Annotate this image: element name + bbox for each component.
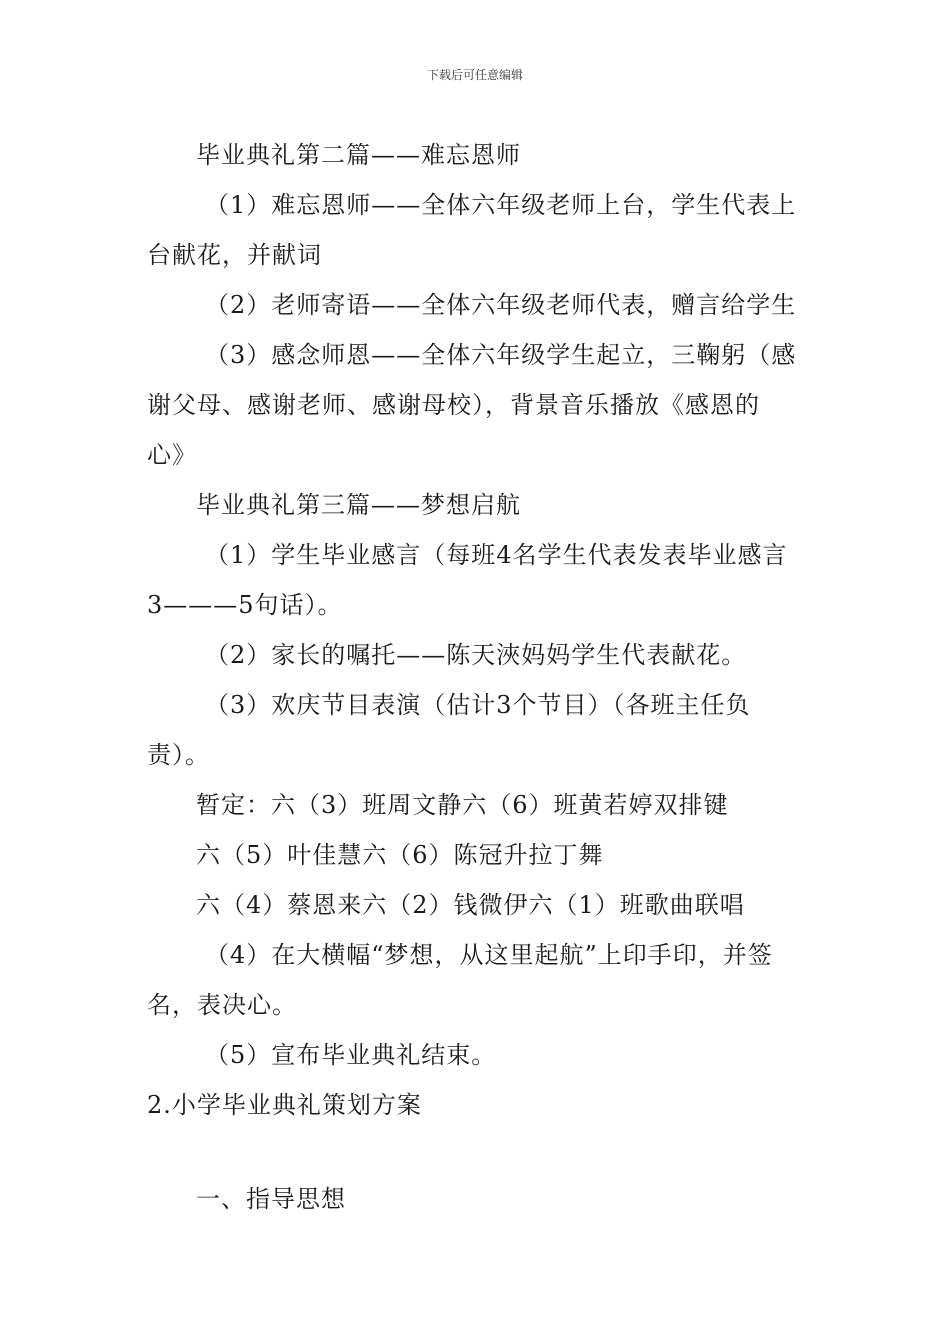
paragraph-continuation: 台献花，并献词: [147, 241, 322, 269]
paragraph-continuation: 名，表决心。: [147, 991, 297, 1019]
page-header-note: 下载后可任意编辑: [426, 68, 523, 82]
paragraph-continuation: 心》: [147, 441, 197, 469]
document-body: [147, 130, 809, 1224]
paragraph-continuation: 3———5句话）。: [147, 591, 343, 619]
paragraph: （4）在大横幅“梦想，从这里起航”上印手印，并签: [205, 941, 773, 969]
paragraph: （2）老师寄语——全体六年级老师代表，赠言给学生: [205, 291, 797, 319]
program-line: 暂定：六（3）班周文静六（6）班黄若婷双排键: [196, 791, 729, 819]
program-line: 六（5）叶佳慧六（6）陈冠升拉丁舞: [196, 841, 604, 869]
section-heading: 一、指导思想: [196, 1185, 346, 1213]
paragraph: （1）难忘恩师——全体六年级老师上台，学生代表上: [205, 191, 797, 219]
document-section-title: 2.小学毕业典礼策划方案: [147, 1091, 422, 1119]
paragraph: （3）欢庆节目表演（估计3个节目）（各班主任负: [205, 691, 751, 719]
paragraph: （5）宣布毕业典礼结束。: [205, 1041, 497, 1069]
paragraph-continuation: 责）。: [147, 741, 210, 769]
section-heading-3: 毕业典礼第三篇——梦想启航: [196, 491, 521, 519]
paragraph: （3）感念师恩——全体六年级学生起立，三鞠躬（感: [205, 341, 797, 369]
paragraph: （1）学生毕业感言（每班4名学生代表发表毕业感言: [205, 541, 788, 569]
paragraph: （2）家长的嘱托——陈天浹妈妈学生代表献花。: [205, 641, 747, 669]
program-line: 六（4）蔡恩来六（2）钱微伊六（1）班歌曲联唱: [196, 891, 745, 919]
section-heading-2: 毕业典礼第二篇——难忘恩师: [196, 141, 521, 169]
paragraph-continuation: 谢父母、感谢老师、感谢母校），背景音乐播放《感恩的: [147, 391, 760, 419]
